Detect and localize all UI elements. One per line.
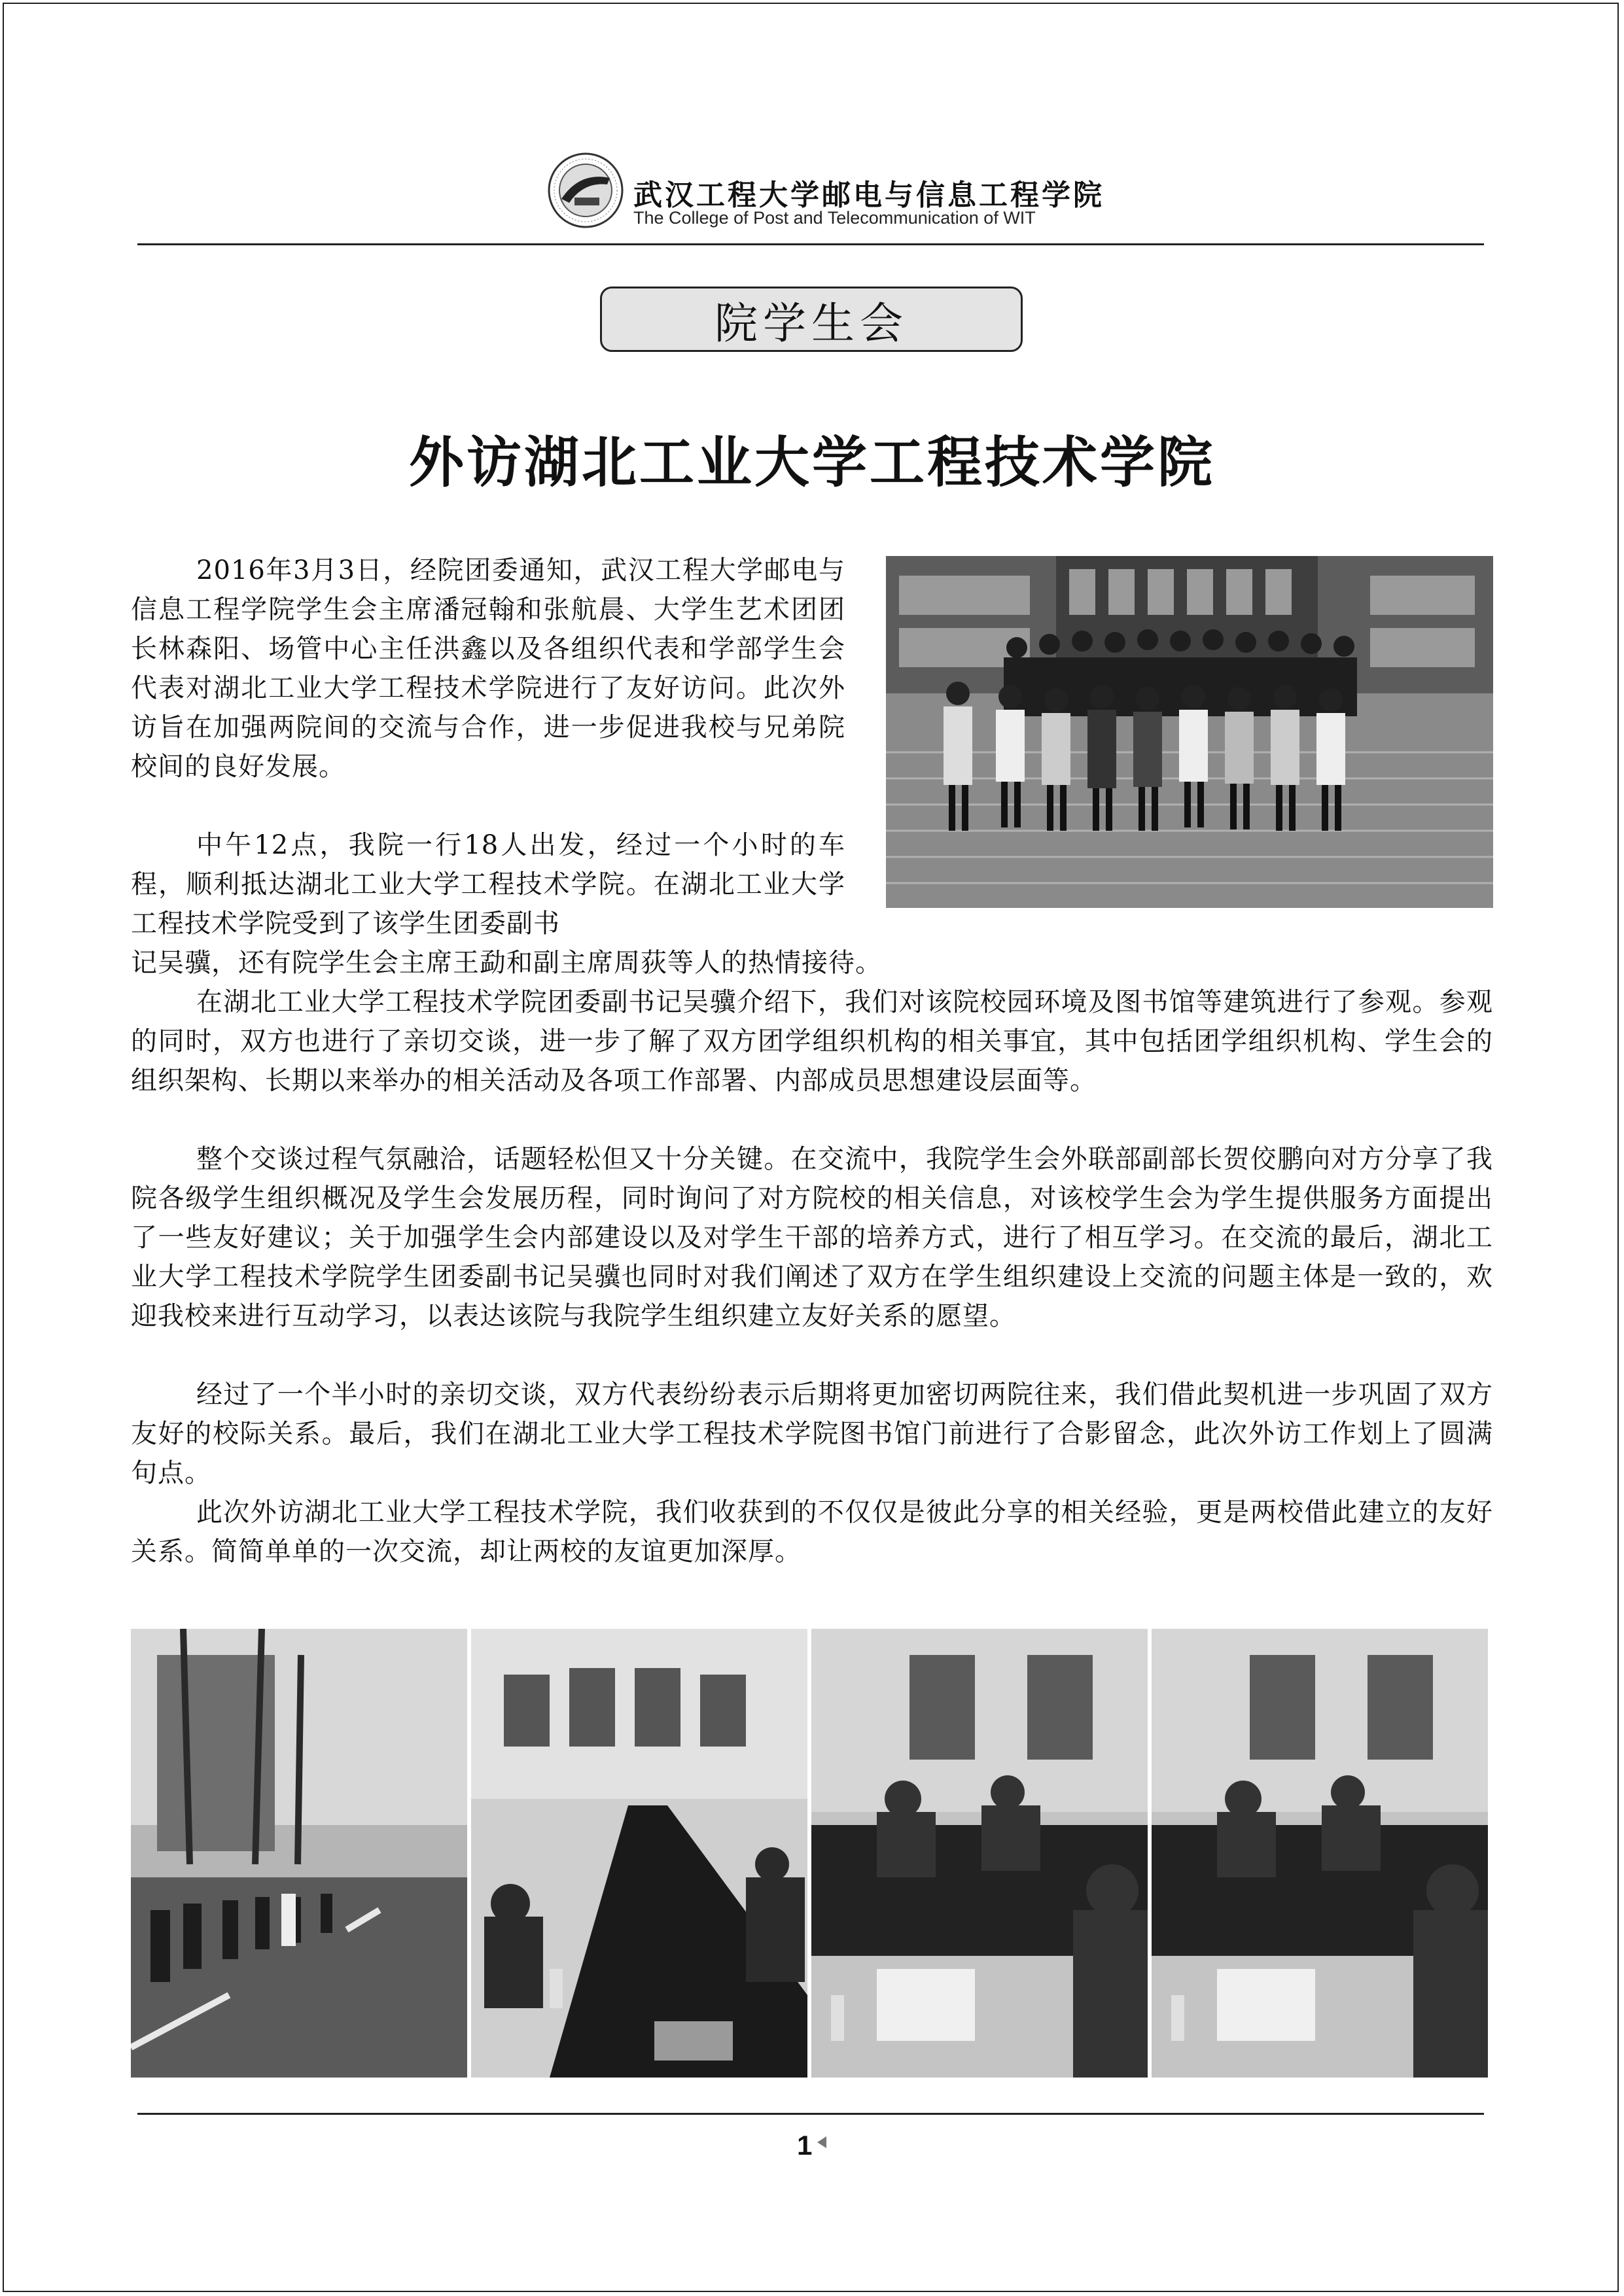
photo-meeting-table (471, 1629, 807, 2078)
page-number: 1 (797, 2130, 813, 2161)
photo-meeting-discussion (1152, 1629, 1488, 2078)
section-label: 院学生会 (715, 298, 908, 349)
article-title: 外访湖北工业大学工程技术学院 (408, 430, 1215, 495)
paragraph-6: 此次外访湖北工业大学工程技术学院，我们收获到的不仅仅是彼此分享的相关经验，更是两校借此建立的友好关系。简简单单的一次交流，却让两校的友谊更加深厚。 (131, 1497, 1493, 1567)
page-arrow-icon (817, 2136, 826, 2148)
paragraph-2: 中午12点，我院一行18人出发，经过一个小时的车程，顺利抵达湖北工业大学工程技术学院。在湖北工业大学工程技术学院受到了该学生团委副书 (131, 830, 845, 939)
paragraph-5: 经过了一个半小时的亲切交谈，双方代表纷纷表示后期将更加密切两院往来，我们借此契机进一步巩固了双方友好的校际关系。最后，我们在湖北工业大学工程技术学院图书馆门前进行了合影留念，此次外访工作划上了圆满句点。 (131, 1380, 1493, 1488)
section-badge (600, 287, 1023, 352)
paragraph-4: 整个交谈过程气氛融洽，话题轻松但又十分关键。在交流中，我院学生会外联部副部长贺佼鹏向对方分享了我院各级学生组织概况及学生会发展历程，同时询问了对方院校的相关信息，对该校学生会为学生提供服务方面提出了一些友好建议；关于加强学生会内部建设以及对学生干部的培养方式，进行了相互学习。在交流的最后，湖北工业大学工程技术学院学生团委副书记吴骥也同时对我们阐述了双方在学生组织建设上交流的问题主体是一致的，欢迎我校来进行互动学习，以表达该院与我院学生组织建立友好关系的愿望。 (131, 1144, 1493, 1331)
paragraph-1: 2016年3月3日，经院团委通知，武汉工程大学邮电与信息工程学院学生会主席潘冠翰和张航晨、大学生艺术团团长林森阳、场管中心主任洪鑫以及各组织代表和学部学生会代表对湖北工业大学工程技术学院进行了友好访问。此次外访旨在加强两院间的交流与合作，进一步促进我校与兄弟院校间的良好发展。 (131, 555, 845, 782)
footer-divider (137, 2113, 1484, 2115)
paragraph-3: 在湖北工业大学工程技术学院团委副书记吴骥介绍下，我们对该院校园环境及图书馆等建筑进行了参观。参观的同时，双方也进行了亲切交谈，进一步了解了双方团学组织机构的相关事宜，其中包括团学组织机构、学生会的组织架构、长期以来举办的相关活动及各项工作部署、内部成员思想建设层面等。 (131, 987, 1493, 1096)
school-name: 武汉工程大学邮电与信息工程学院 (633, 179, 1104, 212)
photo-walking-on-campus (131, 1629, 467, 2078)
college-seal-icon (547, 152, 624, 229)
group-photo (886, 556, 1493, 908)
header-divider (137, 243, 1484, 245)
photo-students-taking-notes (811, 1629, 1148, 2078)
school-name-english: The College of Post and Telecommunication of WIT (633, 208, 1036, 228)
paragraph-2-continued: 记吴骥，还有院学生会主席王勐和副主席周荻等人的热情接待。 (131, 948, 882, 978)
